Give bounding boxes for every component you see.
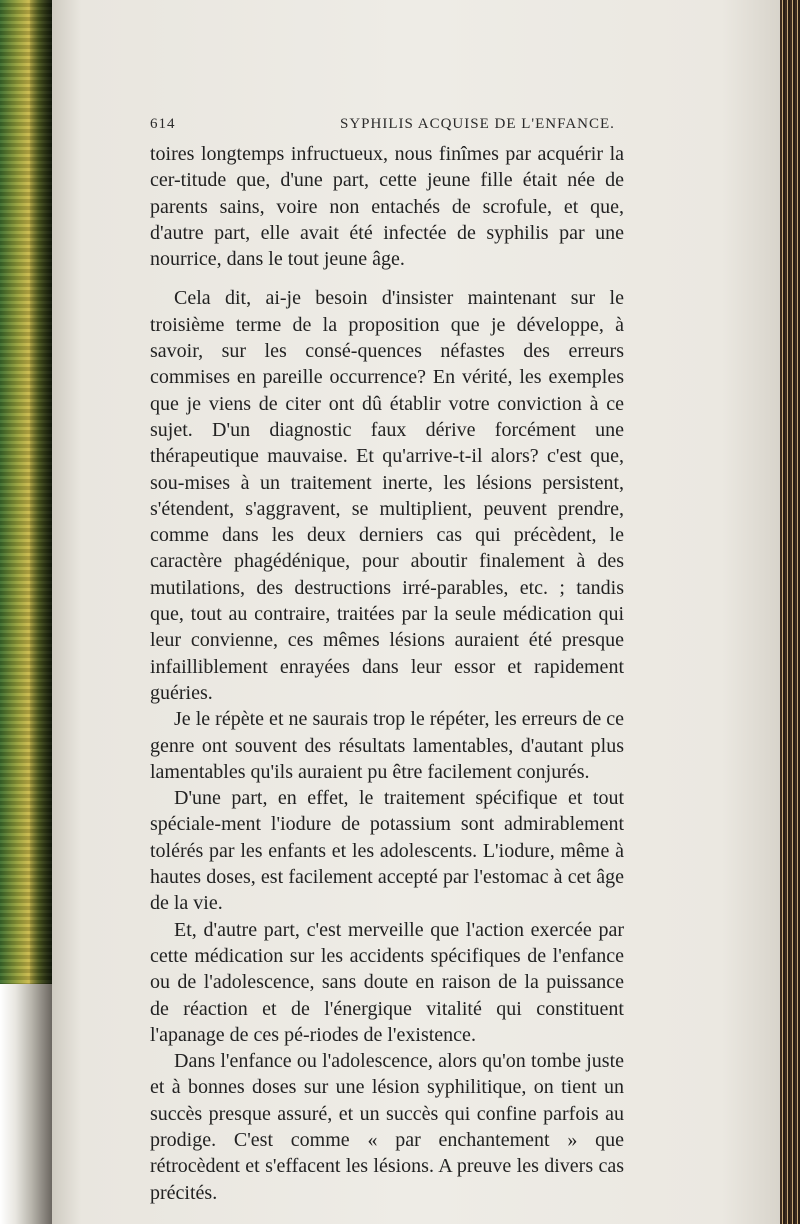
paragraph-3: Je le répète et ne saurais trop le répéter, les erreurs de ce genre ont souvent des résultats lamentables, d'autant plus lamentables qu'ils auraient pu être facilement conjurés. bbox=[150, 708, 624, 783]
paragraph-2: Cela dit, ai-je besoin d'insister maintenant sur le troisième terme de la proposition que je développe, à savoir, sur les consé-quences néfastes des erreurs commises en pareille occurrence? En vérité, les exemples que je viens de citer ont dû établir votre conviction à ce sujet. D'un diagnostic faux dérive forcément une thérapeutique mauvaise. Et qu'arrive-t-il alors? c'est que, sou-mises à un traitement inerte, les lésions persistent, s'étendent, s'aggravent, se multiplient, peuvent prendre, comme dans les deux derniers cas qui précèdent, le caractère phagédénique, pour aboutir finalement à des mutilations, des destructions irré-parables, etc. ; tandis que, tout au contraire, traitées par la seule médication qui leur convienne, ces mêmes lésions auraient été presque infailliblement enrayées dans leur essor et rapidement guéries. bbox=[150, 287, 624, 704]
binding-lower-paper bbox=[0, 984, 52, 1224]
paragraph-5: Et, d'autre part, c'est merveille que l'action exercée par cette médication sur les accidents spécifiques de l'enfance ou de l'adolescence, sans doute en raison de la puissance de réaction et de l'énergique vitalité qui constituent l'apanage de ces pé-riodes de l'existence. bbox=[150, 918, 624, 1046]
page-number: 614 bbox=[150, 116, 176, 132]
running-head bbox=[150, 116, 650, 140]
running-title: SYPHILIS ACQUISE DE L'ENFANCE. bbox=[340, 116, 615, 132]
paragraph-6: Dans l'enfance ou l'adolescence, alors qu'on tombe juste et à bonnes doses sur une lésion syphilitique, on tient un succès presque assuré, et un succès qui confine parfois au prodige. C'est comme « par enchantement » que rétrocèdent et s'effacent les lésions. A preuve les divers cas précités. bbox=[150, 1050, 624, 1204]
paragraph-4: D'une part, en effet, le traitement spécifique et tout spéciale-ment l'iodure de potassium sont admirablement tolérés par les enfants et les adolescents. L'iodure, même à hautes doses, est facilement accepté par l'estomac à cet âge de la vie. bbox=[150, 787, 624, 915]
book-binding-left bbox=[0, 0, 52, 1224]
paragraph-1: toires longtemps infructueux, nous finîmes par acquérir la cer-titude que, d'une part, cette jeune fille était née de parents sains, voire non entachés de scrofule, et que, d'autre part, elle avait été infectée de syphilis par une nourrice, dans le tout jeune âge. bbox=[150, 143, 624, 271]
book-page bbox=[52, 0, 780, 1224]
page-stack-edge bbox=[780, 0, 800, 1224]
body-text bbox=[150, 141, 624, 1206]
